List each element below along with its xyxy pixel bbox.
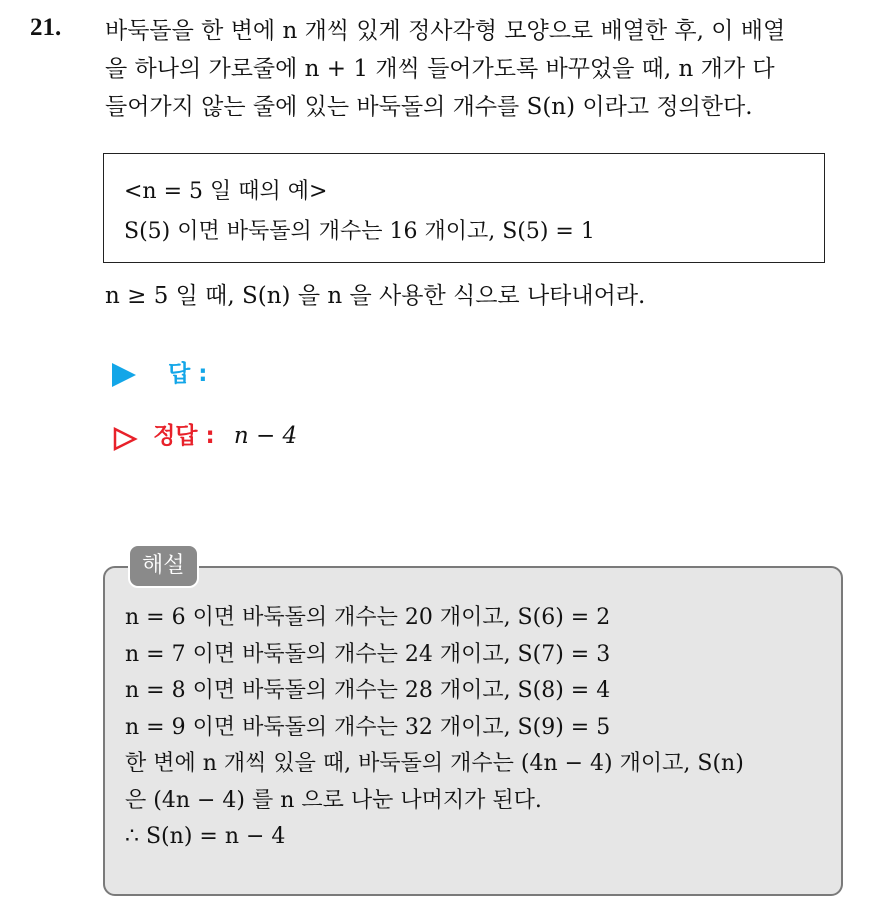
answer-row	[112, 356, 207, 392]
solution-tab: 해설	[128, 544, 199, 588]
play-icon	[112, 363, 136, 387]
question-line: 바둑돌을 한 변에 n 개씩 있게 정사각형 모양으로 배열한 후, 이 배열	[105, 18, 786, 44]
solution-line: n = 9 이면 바둑돌의 개수는 32 개이고, S(9) = 5	[125, 714, 611, 740]
outline-play-icon	[112, 426, 138, 452]
question-prompt: n ≥ 5 일 때, S(n) 을 n 을 사용한 식으로 나타내어라.	[105, 283, 646, 309]
question-text	[105, 12, 860, 126]
solution-line: 한 변에 n 개씩 있을 때, 바둑돌의 개수는 (4n − 4) 개이고, S(n)	[125, 751, 744, 776]
example-box	[103, 153, 825, 263]
question-line: 들어가지 않는 줄에 있는 바둑돌의 개수를 S(n) 이라고 정의한다.	[105, 94, 753, 120]
answer-label: 답 :	[168, 361, 208, 387]
correct-answer-label: 정답 :	[153, 423, 215, 449]
correct-answer-value: n − 4	[233, 423, 298, 449]
question-line: 을 하나의 가로줄에 n + 1 개씩 들어가도록 바꾸었을 때, n 개가 다	[105, 56, 775, 82]
correct-answer-row	[112, 418, 297, 456]
example-title: <n = 5 일 때의 예>	[124, 179, 328, 204]
solution-line: n = 7 이면 바둑돌의 개수는 24 개이고, S(7) = 3	[125, 641, 611, 667]
solution-line: ∴ S(n) = n − 4	[125, 824, 286, 849]
solution-line: 은 (4n − 4) 를 n 으로 나눈 나머지가 된다.	[125, 787, 542, 813]
example-line: S(5) 이면 바둑돌의 개수는 16 개이고, S(5) = 1	[124, 219, 595, 244]
solution-box	[103, 566, 843, 896]
solution-line: n = 6 이면 바둑돌의 개수는 20 개이고, S(6) = 2	[125, 605, 611, 630]
solution-line: n = 8 이면 바둑돌의 개수는 28 개이고, S(8) = 4	[125, 678, 611, 703]
question-number: 21.	[30, 14, 62, 41]
